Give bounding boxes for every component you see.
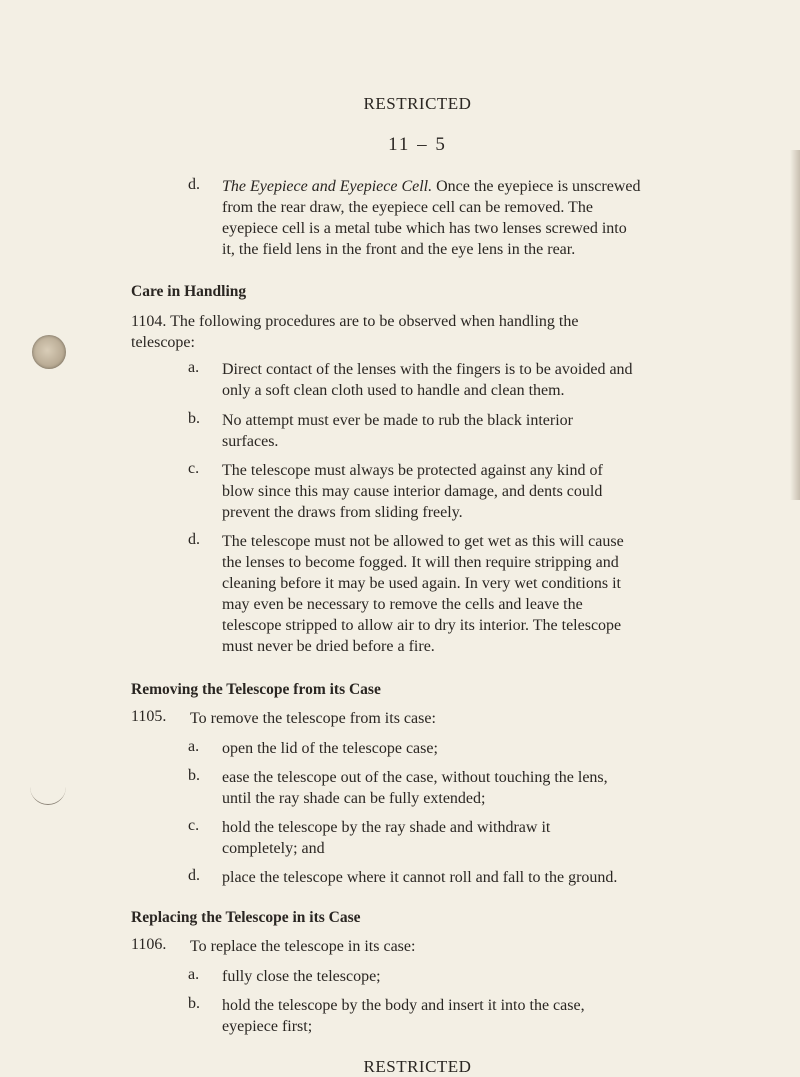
text-line: prevent the draws from sliding freely. — [222, 504, 463, 521]
paragraph-number: 1106. — [131, 936, 167, 953]
text-line: completely; and — [222, 840, 325, 857]
text-line: The telescope must not be allowed to get wet as this will cause — [222, 533, 624, 550]
page-number: 11 – 5 — [388, 134, 447, 155]
section-heading-replacing: Replacing the Telescope in its Case — [131, 909, 361, 926]
list-item — [222, 817, 704, 859]
item-marker: d. — [188, 531, 200, 548]
item-marker: b. — [188, 410, 200, 427]
text-line: hold the telescope by the body and insert it into the case, — [222, 997, 585, 1014]
text-line: until the ray shade can be fully extended; — [222, 790, 486, 807]
footer-classification: RESTRICTED — [363, 1057, 472, 1076]
punch-hole — [32, 335, 66, 369]
item-marker: d. — [188, 867, 200, 884]
text-line: place the telescope where it cannot roll and fall to the ground. — [222, 869, 618, 886]
text-line — [222, 176, 704, 197]
text-line: telescope: — [131, 334, 195, 351]
list-item — [222, 460, 704, 523]
item-marker: b. — [188, 767, 200, 784]
text-line: hold the telescope by the ray shade and withdraw it — [222, 819, 551, 836]
item-marker: c. — [188, 460, 200, 477]
paragraph-1104 — [131, 311, 704, 353]
text-line: eyepiece cell is a metal tube which has two lenses screwed into — [222, 220, 627, 237]
item-marker: a. — [188, 738, 200, 755]
text-span: Once the eyepiece is unscrewed — [436, 178, 641, 195]
text-line: Direct contact of the lenses with the fingers is to be avoided and — [222, 361, 633, 378]
list-item — [222, 867, 704, 888]
text-line: it, the field lens in the front and the eye lens in the rear. — [222, 241, 576, 258]
list-item — [222, 359, 704, 401]
list-item — [222, 410, 704, 452]
text-line: telescope stripped to allow air to dry its interior. The telescope — [222, 617, 622, 634]
text-line: fully close the telescope; — [222, 968, 381, 985]
eyepiece-paragraph — [222, 176, 704, 260]
item-marker: a. — [188, 966, 200, 983]
list-item — [222, 767, 704, 809]
list-item — [222, 995, 704, 1037]
text-line: 1104. The following procedures are to be observed when handling the — [131, 313, 579, 330]
paragraph-number: 1105. — [131, 708, 167, 725]
text-line: the lenses to become fogged. It will then require stripping and — [222, 554, 619, 571]
paragraph-1105: To remove the telescope from its case: — [190, 710, 436, 727]
list-item — [222, 531, 704, 657]
text-line: surfaces. — [222, 433, 279, 450]
section-heading-removing: Removing the Telescope from its Case — [131, 681, 381, 698]
punch-hole-mark — [30, 780, 66, 805]
text-line: ease the telescope out of the case, without touching the lens, — [222, 769, 608, 786]
text-line: must never be dried before a fire. — [222, 638, 435, 655]
item-marker: b. — [188, 995, 200, 1012]
text-line: No attempt must ever be made to rub the black interior — [222, 412, 573, 429]
text-line: only a soft clean cloth used to handle and clean them. — [222, 382, 565, 399]
eyepiece-title: The Eyepiece and Eyepiece Cell. — [222, 178, 433, 195]
text-line: open the lid of the telescope case; — [222, 740, 438, 757]
text-line: from the rear draw, the eyepiece cell can be removed. The — [222, 199, 593, 216]
header-classification: RESTRICTED — [363, 94, 472, 113]
paragraph-1106: To replace the telescope in its case: — [190, 938, 416, 955]
list-item — [222, 738, 704, 759]
item-marker: d. — [188, 176, 200, 193]
item-marker: c. — [188, 817, 200, 834]
text-line: eyepiece first; — [222, 1018, 313, 1035]
page-edge-shadow — [790, 150, 800, 500]
text-line: blow since this may cause interior damage, and dents could — [222, 483, 603, 500]
text-line: cleaning before it may be used again. In very wet conditions it — [222, 575, 621, 592]
item-marker: a. — [188, 359, 200, 376]
list-item — [222, 966, 704, 987]
text-line: The telescope must always be protected against any kind of — [222, 462, 603, 479]
section-heading-care: Care in Handling — [131, 283, 247, 300]
text-line: may even be necessary to remove the cells and leave the — [222, 596, 583, 613]
